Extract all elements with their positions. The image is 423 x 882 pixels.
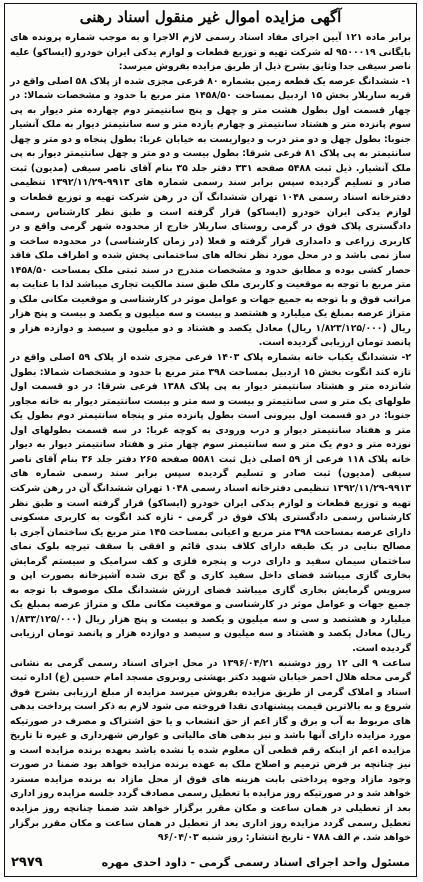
legal-notice: [4, 3, 417, 877]
notice-reference-number: ۲۹۷۹: [11, 854, 43, 870]
notice-paragraph-intro: برابر ماده ۱۲۱ آیین اجرای مفاد اسناد رسمی لازم الاجرا و به موجب شماره پرونده های بایگانی ۹۵۰۰۰۱۹ له شرکت تهیه و توزیع قطعات و لوازم یدکی ایران خودرو (ایساکو) علیه ناصر سیفی جدا وثایق بشرح ذیل از طریق مزایده بفروش میرسد:: [10, 32, 411, 73]
notice-body: [10, 31, 411, 846]
notice-paragraph-property-2: ۲- ششدانگ یکباب خانه بشماره پلاک ۱۴۰۳ فرعی مجزی شده از پلاک ۵۹ اصلی واقع در تازه کند انگوت بخش ۱۵ اردبیل بمساحت ۳۹۸ متر مربع با حدود و مشخصات شمالا: بطول شانزده متر و هشتاد سانتیمتر دیوار به پی پلاک ۱۳۸۸ فرعی شرقا: در دو قسمت اول طولهای یک متر و سی سانتیمتر و بیست و سه متر و بیست سانتیمتر دیوار به خانه مجاور جنوبا: در دو قسمت اول بیرونی است بطول پانزده متر و پنجاه سانتیمتر دوم بطول یک متر و هفتاد سانتیمتر دیوار و درب ورودی به کوچه غربا: در سه قسمت بطولهای اول نوزده متر و دوم یک متر و سه سانتیمتر سوم چهار متر و هفتاد سانتیمتر دیوار به دیوار خانه پلاک ۱۱۸ فرعی از ۵۹ اصلی ذیل ثبت ۵۵۸۱ صفحه ۲۶۵ دفتر جلد ۳۶ بنام آقای ناصر سیفی (مدیون) ثبت صادر و تسلیم گردیده سپس برابر سند رسمی شماره های ۹۹۱۳-۱۳۹۲/۱۱/۲۹ تنظیمی دفترخانه اسناد رسمی ۱۰۴۸ تهران ششدانگ آن در رهن شرکت تهیه و توزیع قطعات و لوازم یدکی ایران خودرو (ایساکو) قرار گرفته است و طبق نظر کارشناس رسمی دادگستری پلاک فوق در گرمی - تازه کند انگوت به کاربری مسکونی دارای عرصه بمساحت ۳۹۸ متر مربع و اعیانی بمساحت ۱۴۵ متر مربع یک ساختمان آجری با مصالح بنایی در یک طبقه دارای کلاف بندی قائم و افقی با سقف تیرچه بلوک نمای ساختمان سیمان سفید و دارای درب و پنجره فلزی و کف سرامیک و سیستم گرمایش بخاری گازی میباشد فضای داخل سفید کاری و گچ بری شده آشپزخانه بصورت اپن و سرویس گرمایش بخاری گازی میباشد فضای ارزش ششدانگ ملک موصوف با توجه به جمیع جهات و عوامل موثر در کارشناسی و موقعیت مکانی ملک و متراژ عرصه بمبلغ یک میلیارد و هشتصد و سی و سه میلیون و یکصد و بیست و پنج هزار ریال (۱/۸۳۳/۱۲۵/۰۰۰ ریال) معادل یکصد و هشتاد و سه میلیون و سیصد و دوازده هزار و پانصد تومان ارزیابی گردیده است.: [10, 352, 412, 654]
notice-paragraph-auction-terms: ساعت ۹ الی ۱۲ روز دوشنبه ۱۳۹۶/۰۴/۲۱ در محل اجرای اسناد رسمی گرمی به نشانی گرمی محله هلال احمر خیابان شهید دکتر بهشتی روبروی مسجد امام حسین (ع) اداره ثبت اسناد و املاک گرمی از طریق مزایده بفروش میرسد مزایده از مبلغ ارزیابی بشرح فوق شروع و به بالاترین قیمت پیشنهادی نقدا فروخته می شود لازم به ذکر است پرداخت بدهی های مربوط به آب و برق و گاز اعم از حق انشعاب و یا حق اشتراک و مصرف در صورتیکه مورد مزایده دارای آنها باشد و نیز بدهی های مالیاتی و عوارض شهرداری و غیره تا تاریخ مزایده اعم از اینکه رقم قطعی آن معلوم شده یا نشده باشد بعهده برنده مزایده است و نیز چنانچه بر فرض ترمیم و اصلاح ملک به عهده برنده مزایده خواهد بود ضمنا در صورت وجود مازاد وجوه پرداختی بابت هزینه های فوق از محل مازاد به برنده مزایده مسترد خواهد شد و در صورتیکه روز مزایده با تعطیل رسمی مصادف گردد جلسه مزایده روز اداری بعد از تعطیلی در همان ساعت و مکان مقرر برگزار خواهد شد ضمنا چنانچه روز مزایده تعطیل رسمی گردد مزایده روز اداری بعد از تعطیل در همان ساعت و مکان مقرر برگزار خواهد شد. م الف ۷۸۸ - تاریخ انتشار: روز شنبه ۹۶/۰۴/۰۳: [10, 657, 412, 844]
notice-title: آگهی مزایده اموال غیر منقول اسناد رهنی: [79, 8, 342, 26]
notice-signature: مسئول واحد اجرای اسناد رسمی گرمی - داود احدی مهره: [101, 855, 410, 869]
notice-paragraph-property-1: ۱- ششدانگ عرصه یک قطعه زمین بشماره ۸۰ فرعی مجزی شده از پلاک ۵۸ اصلی واقع در قریه ساریلار بخش ۱۵ اردبیل بمساحت ۱۴۵۸/۵۰ متر مربع با حدود و مشخصات شمالا: در چهار قسمت اول بطول هشت متر و چهل و پنج سانتیمتر دوم چهارده متر دیوار به پی سوم پانزده متر و هشتاد سانتیمتر و چهارم یازده متر و سه سانتیمتر دیوار به ملک آنشیار جنوبا: بطول چهل و دو متر درب و دیواریست به خیابان غربا: بطول پنجاه و دو متر و چهل سانتیمتر به پی پلاک ۸۱ فرعی شرقا: بطول بیست و دو متر و چهل سانتیمتر دیوار به پی ملک آنشیار. ذیل ثبت ۵۴۸۸ صفحه ۳۳۱ دفتر جلد ۳۵ بنام آقای ناصر سیفی (مدیون) ثبت صادر و تسلیم گردیده سپس برابر سند رسمی شماره های ۹۹۱۳-۱۳۹۲/۱۱/۲۹ تنظیمی دفترخانه اسناد رسمی ۱۰۴۸ تهران ششدانگ آن در رهن شرکت تهیه و توزیع قطعات و لوازم یدکی ایران خودرو (ایساکو) قرار گرفته است و طبق نظر کارشناس رسمی دادگستری پلاک فوق در گرمی روستای ساریلار خارج از محدوده شهر گرمی واقع و در کاربری زراعی و دامداری قرار گرفته و فعلا (در زمان کارشناسی) در محدوده ساخت و ساز نمی باشد و در محل مورد نظر نخاله های ساختمانی پخش شده و اطراف ملک فاقد حصار کشی بوده و مطابق حدود و مشخصات مندرج در سند ثبتی ملک بمساحت ۱۴۵۸/۵۰ متر مربع با توجه به موقعیت و کاربری ملک طبق سند مالکیت تجاری میباشد لذا با عنایت به مراتب فوق و با توجه به جمیع جهات و عوامل موثر در کارشناسی و موقعیت مکانی ملک و متراژ عرصه بمبلغ یک میلیارد و هشتصد و بیست و سه میلیون و یکصد و بیست و پنج هزار ریال (۱/۸۲۳/۱۲۵/۰۰۰ ریال) معادل یکصد و هشتاد و دو میلیون و سیصد و دوازده هزار و پانصد تومان ارزیابی گردیده است.: [10, 75, 412, 349]
notice-footer: [11, 853, 410, 871]
